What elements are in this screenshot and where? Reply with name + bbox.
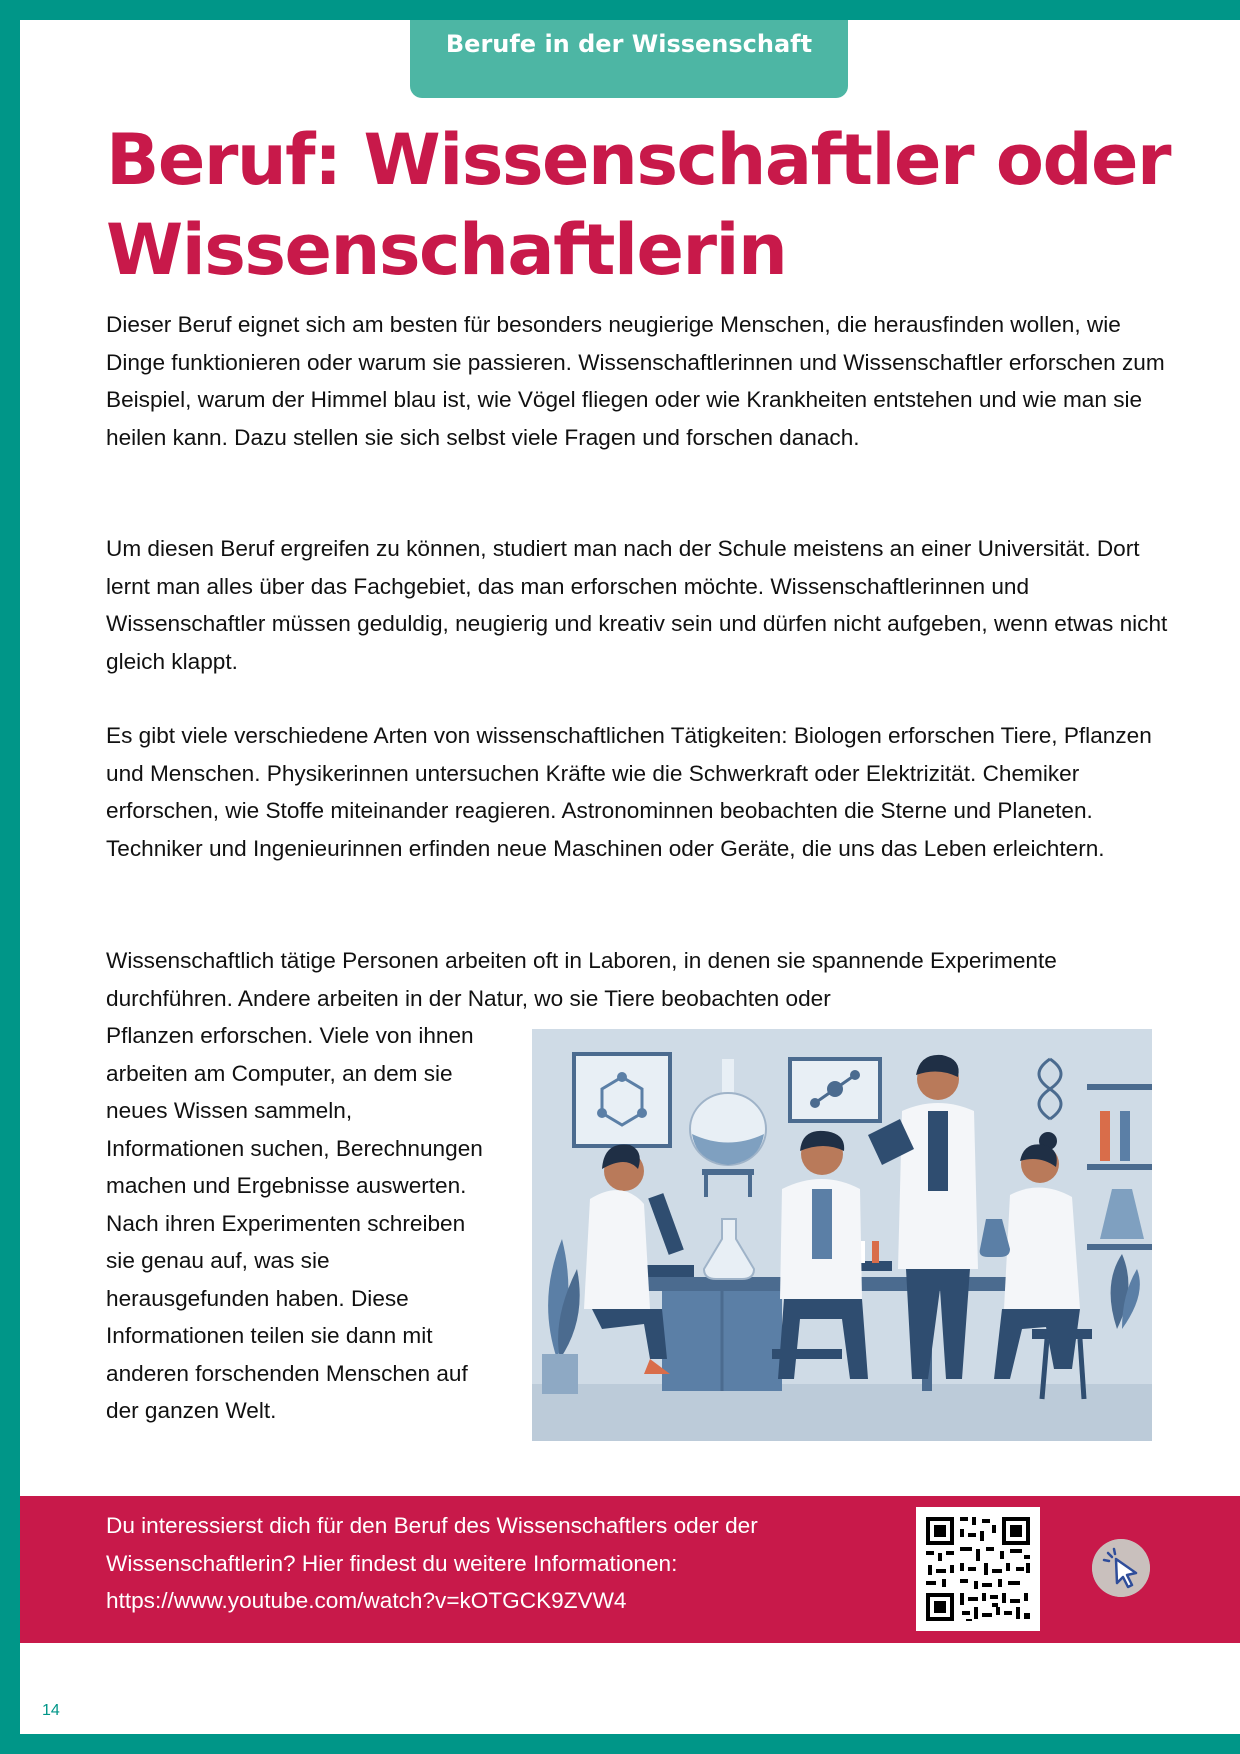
section-tab	[410, 20, 848, 98]
banner-url-link[interactable]: https://www.youtube.com/watch?v=kOTGCK9ZVW4	[106, 1588, 627, 1613]
paragraph-fields: Es gibt viele verschiedene Arten von wissenschaftlichen Tätigkeiten: Biologen erforschen Tiere, Pflanzen und Menschen. Physikerinnen untersuchen Kräfte wie die Schwerkraft oder Elektrizität. Chemiker erforschen, wie Stoffe miteinander reagieren. Astronominnen beobachten die Sterne und Planeten. Techniker und Ingenieurinnen erfinden neue Maschinen oder Geräte, die uns das Leben erleichtern.	[106, 723, 1152, 861]
page-number: 14	[42, 1702, 60, 1719]
paragraph-education: Um diesen Beruf ergreifen zu können, studiert man nach der Schule meistens an einer Universität. Dort lernt man alles über das Fachgebiet, das man erforschen möchte. Wissenschaftlerinnen und Wissenschaftler müssen geduldig, neugierig und kreativ sein und dürfen nicht aufgeben, wenn etwas nicht gleich klappt.	[106, 536, 1168, 674]
lab-illustration	[532, 1029, 1152, 1441]
paragraph-workplaces: Wissenschaftlich tätige Personen arbeiten oft in Laboren, in denen sie spannende Experimente durchführen. Andere arbeiten in der Natur, wo sie Tiere beobachten oder	[106, 948, 1057, 1011]
section-label: Berufe in der Wissenschaft	[445, 30, 813, 58]
cursor-click-icon[interactable]	[1092, 1539, 1150, 1597]
info-banner	[20, 1496, 1240, 1643]
page-title: Beruf: Wissenschaftler oder Wissenschaftlerin	[106, 119, 1171, 291]
paragraph-intro: Dieser Beruf eignet sich am besten für besonders neugierige Menschen, die herausfinden wollen, wie Dinge funktionieren oder warum sie passieren. Wissenschaftlerinnen und Wissenschaftler erforschen zum Beispiel, warum der Himmel blau ist, wie Vögel fliegen oder wie Krankheiten entstehen und wie man sie heilen kann. Dazu stellen sie sich selbst viele Fragen und forschen danach.	[106, 312, 1165, 450]
paragraph-workplaces-continued: Pflanzen erforschen. Viele von ihnen arbeiten am Computer, an dem sie neues Wissen sammeln, Informationen suchen, Berechnungen machen und Ergebnisse auswerten. Nach ihren Experimenten schreiben sie genau auf, was sie herausgefunden haben. Diese Informationen teilen sie dann mit anderen forschenden Menschen auf der ganzen Welt.	[106, 1023, 483, 1423]
banner-line-1: Du interessierst dich für den Beruf des Wissenschaftlers oder der	[106, 1513, 758, 1538]
banner-text	[106, 1507, 866, 1620]
banner-line-2: Wissenschaftlerin? Hier findest du weitere Informationen:	[106, 1550, 678, 1576]
qr-code-icon[interactable]	[916, 1507, 1040, 1631]
page	[20, 20, 1240, 1734]
